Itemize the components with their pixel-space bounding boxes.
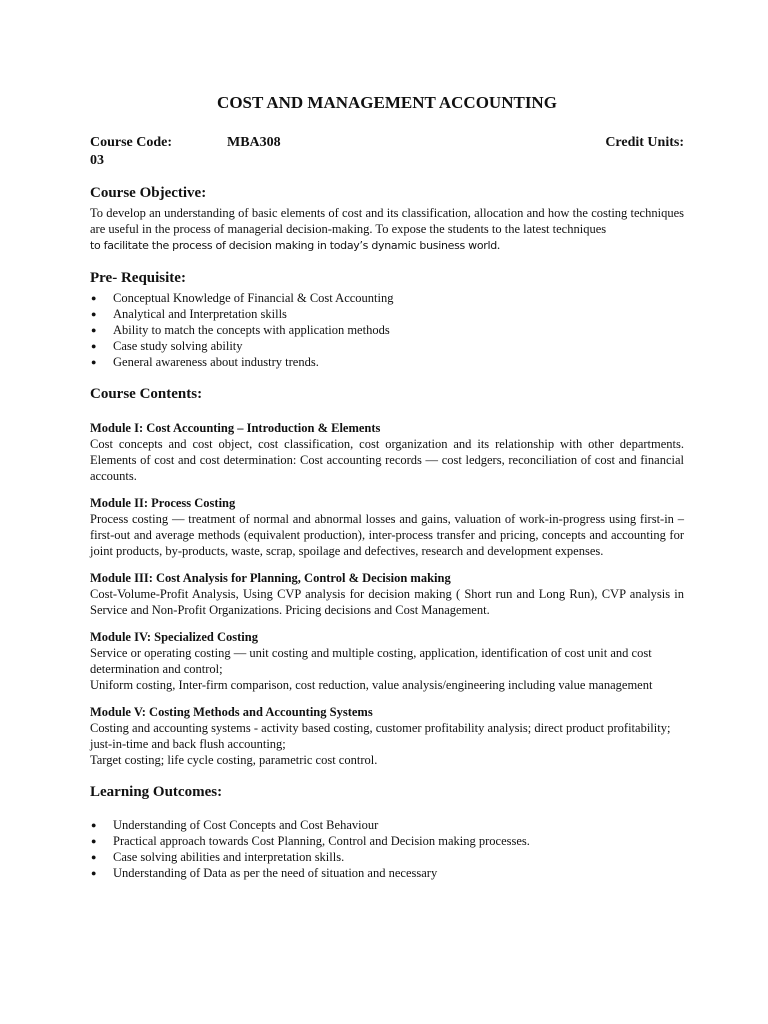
module-4	[90, 629, 684, 693]
bullet-icon: ●	[91, 357, 97, 367]
list-item	[90, 833, 684, 849]
outcomes-list	[90, 817, 684, 881]
list-item	[90, 817, 684, 833]
objective-text-last-line: to facilitate the process of decision making in today’s dynamic business world	[90, 239, 497, 252]
list-item-text: Case solving abilities and interpretation skills.	[113, 850, 345, 864]
credit-units-value: 03	[90, 153, 104, 168]
objective-period: .	[496, 238, 501, 252]
page-title: COST AND MANAGEMENT ACCOUNTING	[217, 93, 557, 112]
bullet-icon: ●	[91, 325, 97, 335]
prereq-list	[90, 290, 684, 370]
module-title: Module I: Cost Accounting – Introduction & Elements	[90, 421, 381, 435]
module-body: Cost-Volume-Profit Analysis, Using CVP analysis for decision making ( Short run and Long Run), CVP analysis in Service and Non-Profit Organizations. Pricing decisions and Cost Management.	[90, 587, 684, 617]
module-body: Service or operating costing — unit costing and multiple costing, application, identification of cost unit and cost determination and control;	[90, 646, 652, 676]
bullet-icon: ●	[91, 820, 97, 830]
module-body: Cost concepts and cost object, cost classification, cost organization and its relationship with other departments. Elements of cost and cost determination: Cost accounting records — cost ledgers, reconciliation of cost and financial accounts.	[90, 437, 684, 483]
module-body: Process costing — treatment of normal and abnormal losses and gains, valuation of work-in-progress using first-in – first-out and average methods (equivalent production), inter-process transfer and pricing, concepts and accounting for joint products, by-products, waste, scrap, spoilage and defectives, research and development expenses.	[90, 512, 684, 558]
bullet-icon: ●	[91, 341, 97, 351]
list-item-text: Conceptual Knowledge of Financial & Cost Accounting	[113, 291, 394, 305]
module-5	[90, 704, 684, 768]
bullet-icon: ●	[91, 836, 97, 846]
list-item-text: Understanding of Cost Concepts and Cost Behaviour	[113, 818, 379, 832]
bullet-icon: ●	[91, 309, 97, 319]
list-item	[90, 354, 684, 370]
list-item-text: Case study solving ability	[113, 339, 243, 353]
module-1	[90, 420, 684, 484]
module-body: Uniform costing, Inter-firm comparison, cost reduction, value analysis/engineering including value management	[90, 678, 653, 692]
module-title: Module II: Process Costing	[90, 496, 236, 510]
list-item	[90, 290, 684, 306]
course-code-row	[90, 135, 684, 153]
list-item	[90, 322, 684, 338]
objective-heading: Course Objective:	[90, 185, 207, 201]
module-body: Target costing; life cycle costing, parametric cost control.	[90, 753, 378, 767]
list-item-text: Understanding of Data as per the need of situation and necessary	[113, 866, 438, 880]
module-title: Module V: Costing Methods and Accounting Systems	[90, 705, 373, 719]
module-body: Costing and accounting systems - activity based costing, customer profitability analysis; direct product profitability; just-in-time and back flush accounting;	[90, 721, 671, 751]
prereq-heading: Pre- Requisite:	[90, 270, 186, 286]
list-item	[90, 865, 684, 881]
list-item	[90, 306, 684, 322]
list-item-text: Practical approach towards Cost Planning, Control and Decision making processes.	[113, 834, 530, 848]
module-title: Module IV: Specialized Costing	[90, 630, 258, 644]
module-title: Module III: Cost Analysis for Planning, Control & Decision making	[90, 571, 451, 585]
bullet-icon: ●	[91, 293, 97, 303]
module-2	[90, 495, 684, 559]
outcomes-heading: Learning Outcomes:	[90, 784, 223, 800]
list-item-text: General awareness about industry trends.	[113, 355, 319, 369]
contents-heading: Course Contents:	[90, 386, 203, 402]
list-item-text: Analytical and Interpretation skills	[113, 307, 287, 321]
list-item-text: Ability to match the concepts with application methods	[113, 323, 390, 337]
objective-text-last	[90, 237, 684, 254]
objective-text: To develop an understanding of basic elements of cost and its classification, allocation and how the costing techniques are useful in the process of managerial decision-making. To expose the students to the latest techniques	[90, 206, 684, 236]
course-code-label: Course Code:	[90, 135, 173, 150]
list-item	[90, 849, 684, 865]
course-code-value: MBA308	[227, 135, 281, 150]
module-3	[90, 570, 684, 618]
credit-units-label: Credit Units:	[605, 135, 684, 150]
bullet-icon: ●	[91, 868, 97, 878]
list-item	[90, 338, 684, 354]
bullet-icon: ●	[91, 852, 97, 862]
